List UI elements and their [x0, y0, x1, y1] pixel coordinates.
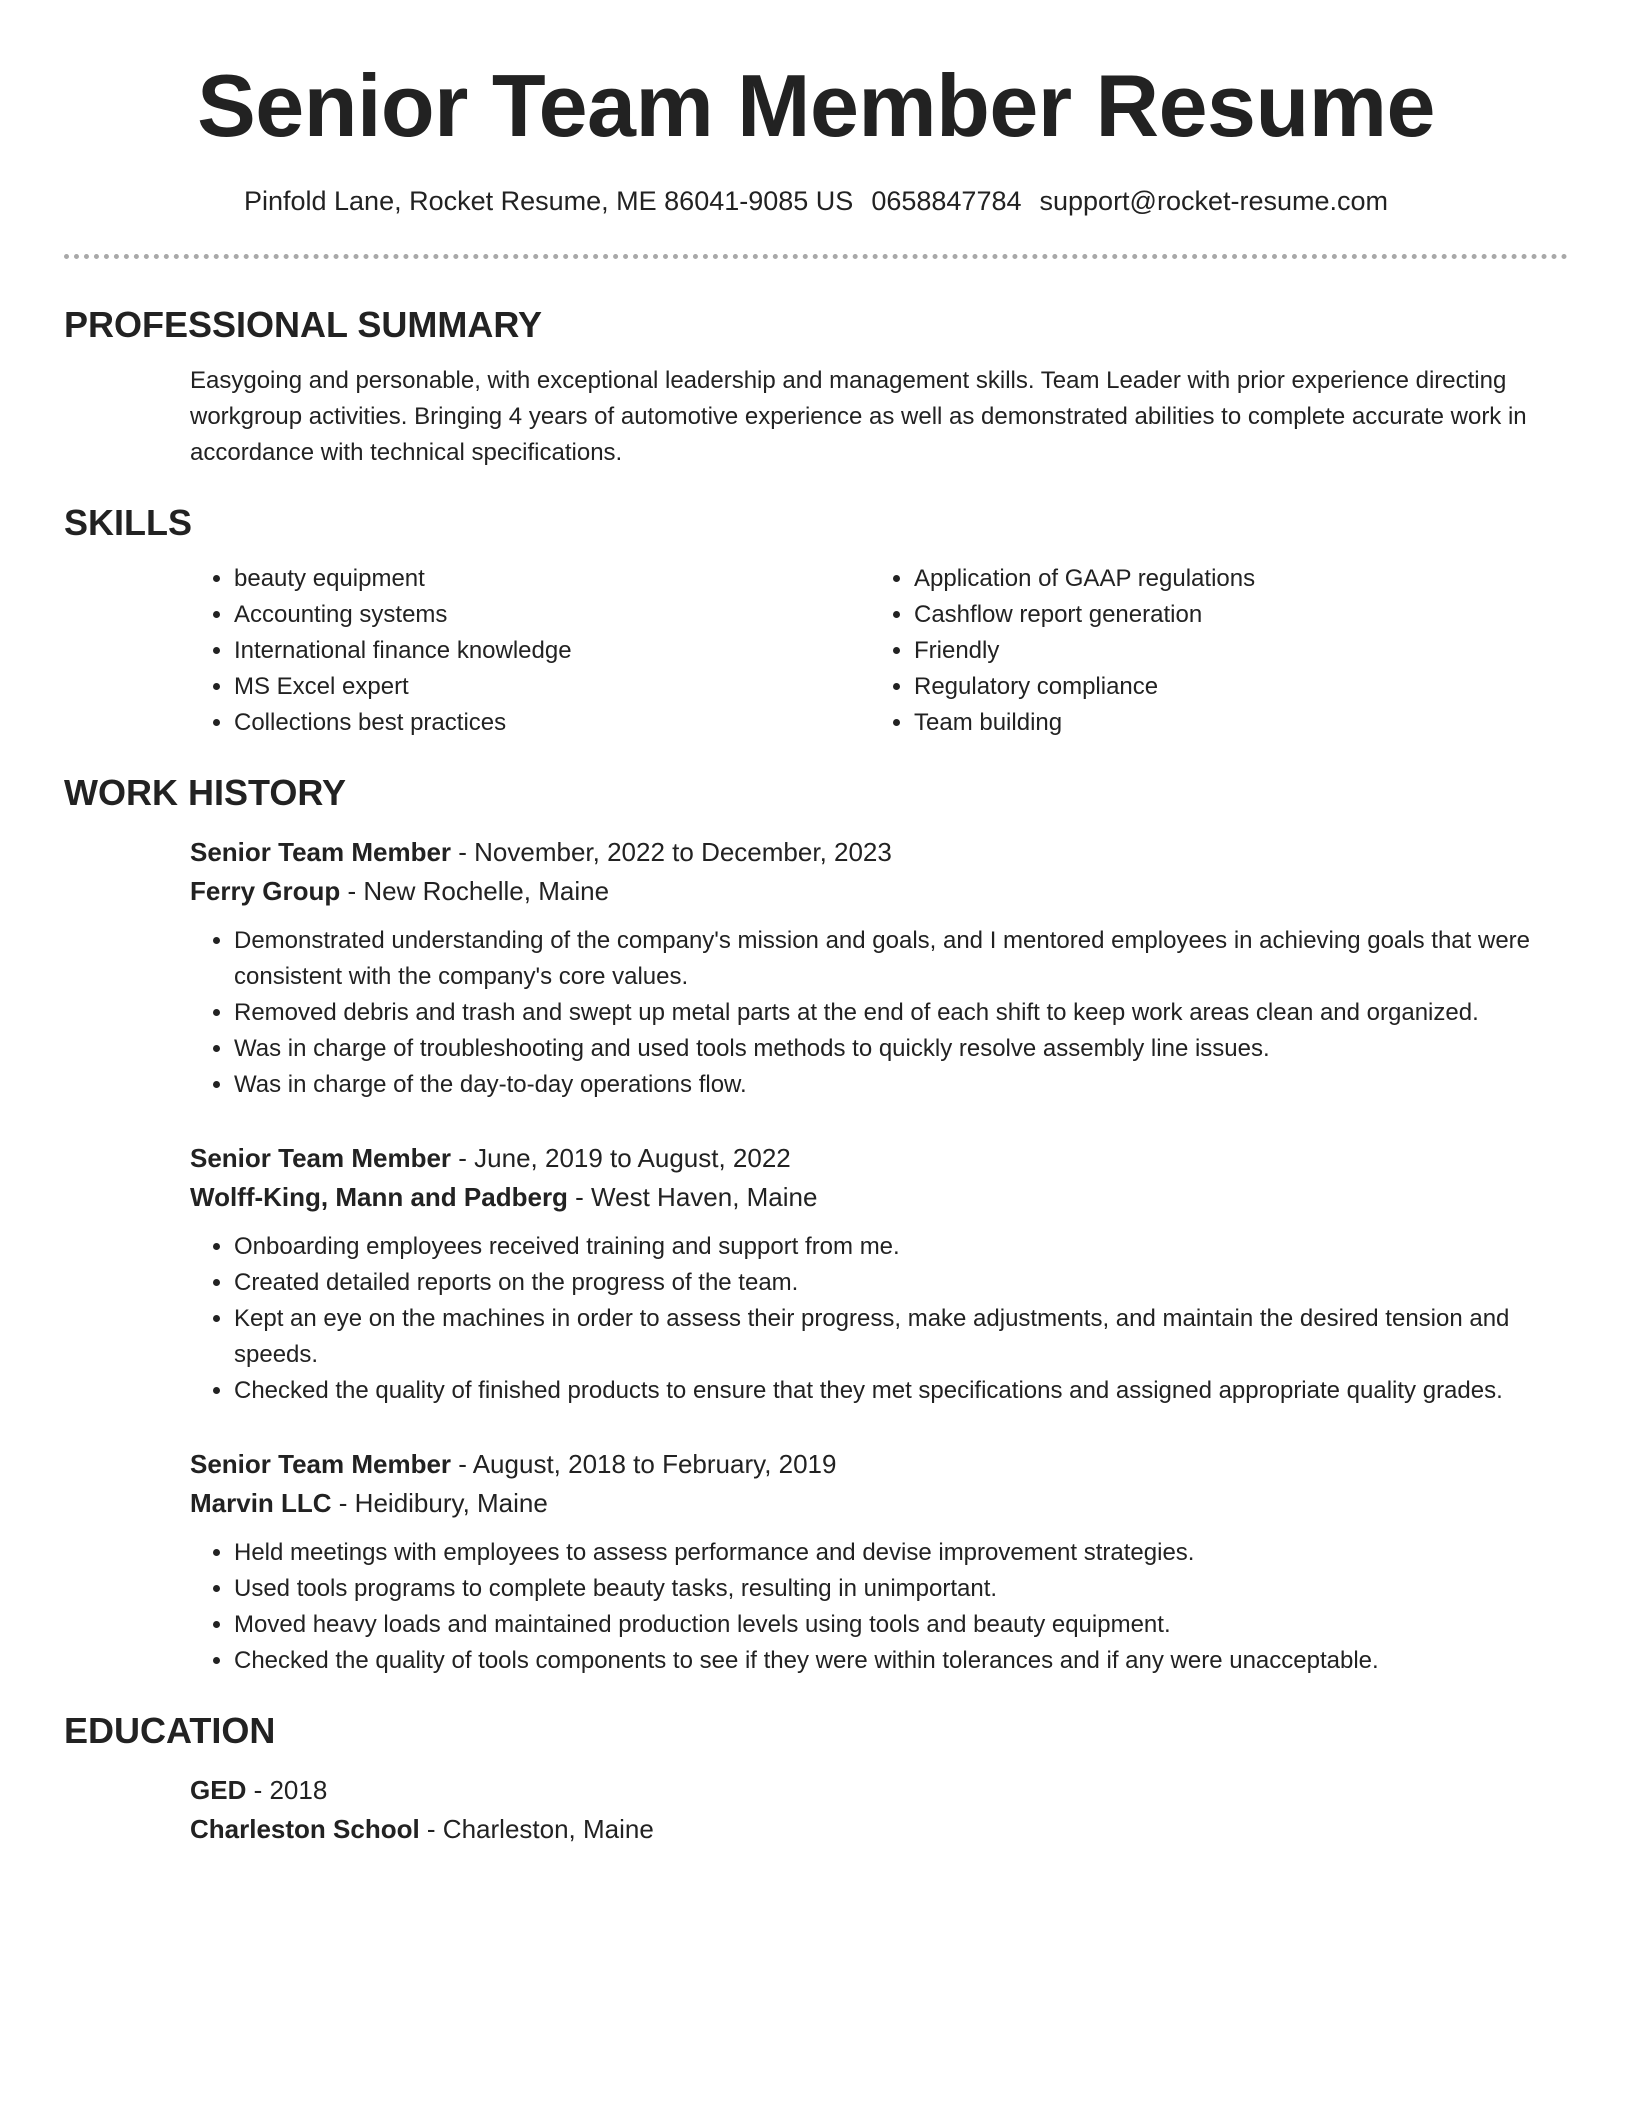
job-bullet: • Created detailed reports on the progress of the team. — [234, 1265, 1568, 1301]
contact-line — [64, 184, 1568, 218]
job-dates: - June, 2019 to August, 2022 — [451, 1143, 791, 1173]
job-bullet: • Onboarding employees received training and support from me. — [234, 1229, 1568, 1265]
job-company-line — [190, 1178, 1568, 1217]
skill-item: • Cashflow report generation — [914, 597, 1550, 633]
skills-column-right — [870, 561, 1550, 741]
job-company: Ferry Group — [190, 876, 341, 906]
work-history-section — [64, 771, 1568, 1679]
education-location: - Charleston, Maine — [419, 1814, 654, 1844]
job-company-line — [190, 1484, 1568, 1523]
resume-header — [64, 0, 1568, 218]
job-bullets — [190, 1535, 1568, 1679]
job-bullet: • Checked the quality of tools components to see if they were within tolerances and if any were unacceptable. — [234, 1643, 1568, 1679]
contact-address: Pinfold Lane, Rocket Resume, ME 86041-9085 US — [243, 186, 854, 216]
education-year: - 2018 — [246, 1775, 328, 1805]
professional-summary-section — [64, 303, 1568, 471]
skills-section — [64, 501, 1568, 741]
skill-item: • MS Excel expert — [234, 669, 870, 705]
job-bullet: • Was in charge of the day-to-day operations flow. — [234, 1067, 1568, 1103]
education-degree: GED — [190, 1775, 247, 1805]
education-section — [64, 1709, 1568, 1849]
job-role-line — [190, 1445, 1568, 1484]
contact-email: support@rocket-resume.com — [1039, 186, 1389, 216]
education-school-line — [190, 1810, 1568, 1849]
job-bullets — [190, 1229, 1568, 1409]
section-title-skills: SKILLS — [64, 502, 193, 543]
skill-item: • Collections best practices — [234, 705, 870, 741]
section-title-education: EDUCATION — [64, 1710, 276, 1751]
education-degree-line — [190, 1771, 1568, 1810]
skill-item: • beauty equipment — [234, 561, 870, 597]
job-bullets — [190, 923, 1568, 1103]
skills-column-left — [190, 561, 870, 741]
job-bullet: • Was in charge of troubleshooting and used tools methods to quickly resolve assembly line issues. — [234, 1031, 1568, 1067]
education-school: Charleston School — [190, 1814, 420, 1844]
skill-item: • Regulatory compliance — [914, 669, 1550, 705]
skill-item: • Team building — [914, 705, 1550, 741]
job-bullet: • Kept an eye on the machines in order to assess their progress, make adjustments, and maintain the desired tension and speeds. — [234, 1301, 1568, 1373]
job-company-line — [190, 872, 1568, 911]
skills-grid — [190, 561, 1568, 741]
job-bullet: • Moved heavy loads and maintained production levels using tools and beauty equipment. — [234, 1607, 1568, 1643]
job-entry — [190, 1445, 1568, 1679]
job-bullet: • Checked the quality of finished products to ensure that they met specifications and assigned appropriate quality grades. — [234, 1373, 1568, 1409]
skill-item: • Friendly — [914, 633, 1550, 669]
job-entry — [190, 833, 1568, 1103]
job-bullet: • Used tools programs to complete beauty tasks, resulting in unimportant. — [234, 1571, 1568, 1607]
job-dates: - November, 2022 to December, 2023 — [451, 837, 892, 867]
skill-item: • International finance knowledge — [234, 633, 870, 669]
education-entry — [190, 1771, 1568, 1849]
job-role: Senior Team Member — [190, 1449, 452, 1479]
job-bullet: • Removed debris and trash and swept up metal parts at the end of each shift to keep work areas clean and organized. — [234, 995, 1568, 1031]
job-role: Senior Team Member — [190, 837, 452, 867]
job-role-line — [190, 1139, 1568, 1178]
job-company: Marvin LLC — [190, 1488, 332, 1518]
skill-item: • Accounting systems — [234, 597, 870, 633]
skill-item: • Application of GAAP regulations — [914, 561, 1550, 597]
job-role-line — [190, 833, 1568, 872]
job-dates: - August, 2018 to February, 2019 — [451, 1449, 837, 1479]
section-title-summary: PROFESSIONAL SUMMARY — [64, 304, 543, 345]
job-bullet: • Demonstrated understanding of the company's mission and goals, and I mentored employees in achieving goals that were consistent with the company's core values. — [234, 923, 1568, 995]
job-location: - New Rochelle, Maine — [340, 876, 610, 906]
job-location: - West Haven, Maine — [567, 1182, 818, 1212]
contact-phone: 0658847784 — [871, 186, 1022, 216]
job-role: Senior Team Member — [190, 1143, 452, 1173]
header-divider — [64, 254, 1568, 259]
resume-title: Senior Team Member Resume — [197, 56, 1435, 155]
summary-text: Easygoing and personable, with exceptional leadership and management skills. Team Leader with prior experience directing workgroup activities. Bringing 4 years of automotive experience as well as demonstrated abilities to complete accurate work in accordance with technical specifications. — [190, 367, 1527, 466]
job-location: - Heidibury, Maine — [331, 1488, 548, 1518]
section-title-work: WORK HISTORY — [64, 772, 347, 813]
job-bullet: • Held meetings with employees to assess performance and devise improvement strategies. — [234, 1535, 1568, 1571]
job-company: Wolff-King, Mann and Padberg — [190, 1182, 568, 1212]
job-entry — [190, 1139, 1568, 1409]
